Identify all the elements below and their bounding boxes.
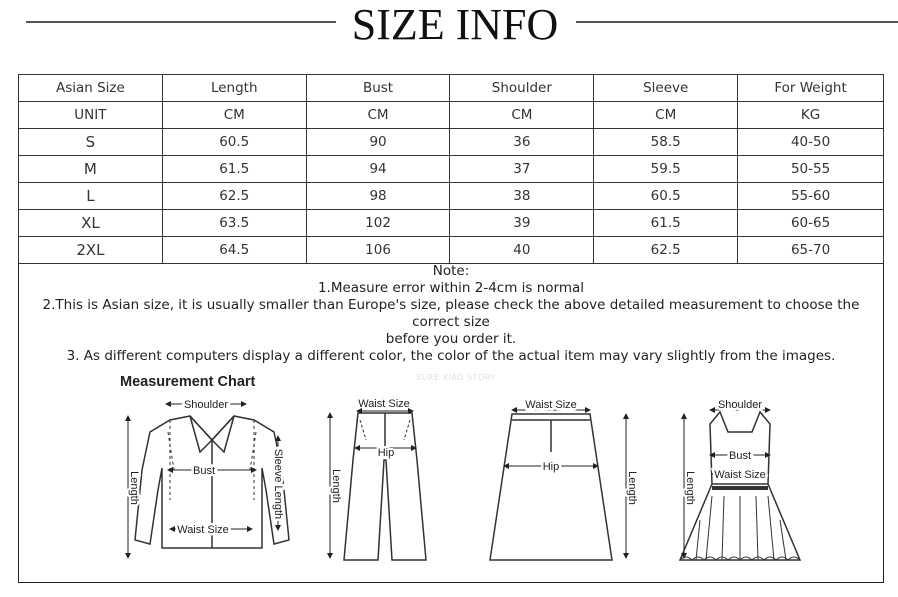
- watermark: SURE XIAO STORY: [416, 373, 496, 382]
- table-cell: 94: [306, 156, 450, 183]
- table-cell: 60.5: [162, 129, 306, 156]
- note-line-2: 2.This is Asian size, it is usually smaller than Europe's size, please check the above detailed measurement to choose the correct size: [42, 297, 860, 330]
- table-cell: S: [19, 129, 163, 156]
- table-cell: 58.5: [594, 129, 738, 156]
- table-cell: 61.5: [594, 210, 738, 237]
- table-cell: 98: [306, 183, 450, 210]
- table-cell: 60-65: [738, 210, 884, 237]
- table-cell: 36: [450, 129, 594, 156]
- table-cell: KG: [738, 102, 884, 129]
- table-cell: M: [19, 156, 163, 183]
- note-line-3: 3. As different computers display a different color, the color of the actual item may vary slightly from the images.: [66, 348, 836, 364]
- table-cell: Bust: [306, 75, 450, 102]
- table-cell: CM: [594, 102, 738, 129]
- table-cell: 40-50: [738, 129, 884, 156]
- dress-waist-label: Waist Size: [714, 469, 766, 481]
- table-cell: CM: [162, 102, 306, 129]
- shirt-sleeve-label: Sleeve Length: [272, 448, 284, 520]
- shirt-bust-label: Bust: [192, 465, 216, 477]
- skirt-waist-label: Waist Size: [525, 399, 577, 411]
- table-cell: 106: [306, 237, 450, 264]
- table-cell: 50-55: [738, 156, 884, 183]
- table-cell: 61.5: [162, 156, 306, 183]
- table-cell: For Weight: [738, 75, 884, 102]
- table-cell: XL: [19, 210, 163, 237]
- page-title: SIZE INFO: [351, 0, 559, 49]
- table-cell: 40: [450, 237, 594, 264]
- note-heading: Note:: [432, 263, 470, 279]
- table-cell: 55-60: [738, 183, 884, 210]
- table-cell: 102: [306, 210, 450, 237]
- table-cell: 39: [450, 210, 594, 237]
- table-cell: Sleeve: [594, 75, 738, 102]
- table-cell: Shoulder: [450, 75, 594, 102]
- pants-length-label: Length: [330, 469, 342, 503]
- pants-waist-label: Waist Size: [358, 398, 410, 410]
- table-cell: 38: [450, 183, 594, 210]
- shirt-length-label: Length: [128, 471, 140, 505]
- dress-length-label: Length: [684, 471, 696, 505]
- skirt-diagram: [490, 414, 612, 560]
- table-cell: 65-70: [738, 237, 884, 264]
- table-cell: Length: [162, 75, 306, 102]
- table-cell: Asian Size: [19, 75, 163, 102]
- pants-diagram: [344, 413, 426, 560]
- table-cell: 2XL: [19, 237, 163, 264]
- table-cell: 90: [306, 129, 450, 156]
- dress-bust-label: Bust: [728, 450, 752, 462]
- table-cell: 64.5: [162, 237, 306, 264]
- skirt-length-label: Length: [626, 471, 638, 505]
- dress-diagram: [680, 412, 800, 560]
- skirt-hip-label: Hip: [542, 461, 560, 473]
- table-cell: 62.5: [162, 183, 306, 210]
- table-cell: 59.5: [594, 156, 738, 183]
- note-line-2-cont: before you order it.: [385, 331, 517, 347]
- pants-hip-label: Hip: [377, 447, 395, 459]
- table-cell: L: [19, 183, 163, 210]
- table-cell: 63.5: [162, 210, 306, 237]
- table-cell: 60.5: [594, 183, 738, 210]
- table-cell: CM: [306, 102, 450, 129]
- table-cell: 37: [450, 156, 594, 183]
- table-cell: CM: [450, 102, 594, 129]
- table-cell: UNIT: [19, 102, 163, 129]
- table-cell: 62.5: [594, 237, 738, 264]
- measurement-chart-title: Measurement Chart: [120, 374, 256, 390]
- note-line-1: 1.Measure error within 2-4cm is normal: [317, 280, 585, 296]
- shirt-waist-label: Waist Size: [177, 524, 229, 536]
- dress-shoulder-label: Shoulder: [717, 399, 763, 411]
- shirt-shoulder-label: Shoulder: [183, 399, 229, 411]
